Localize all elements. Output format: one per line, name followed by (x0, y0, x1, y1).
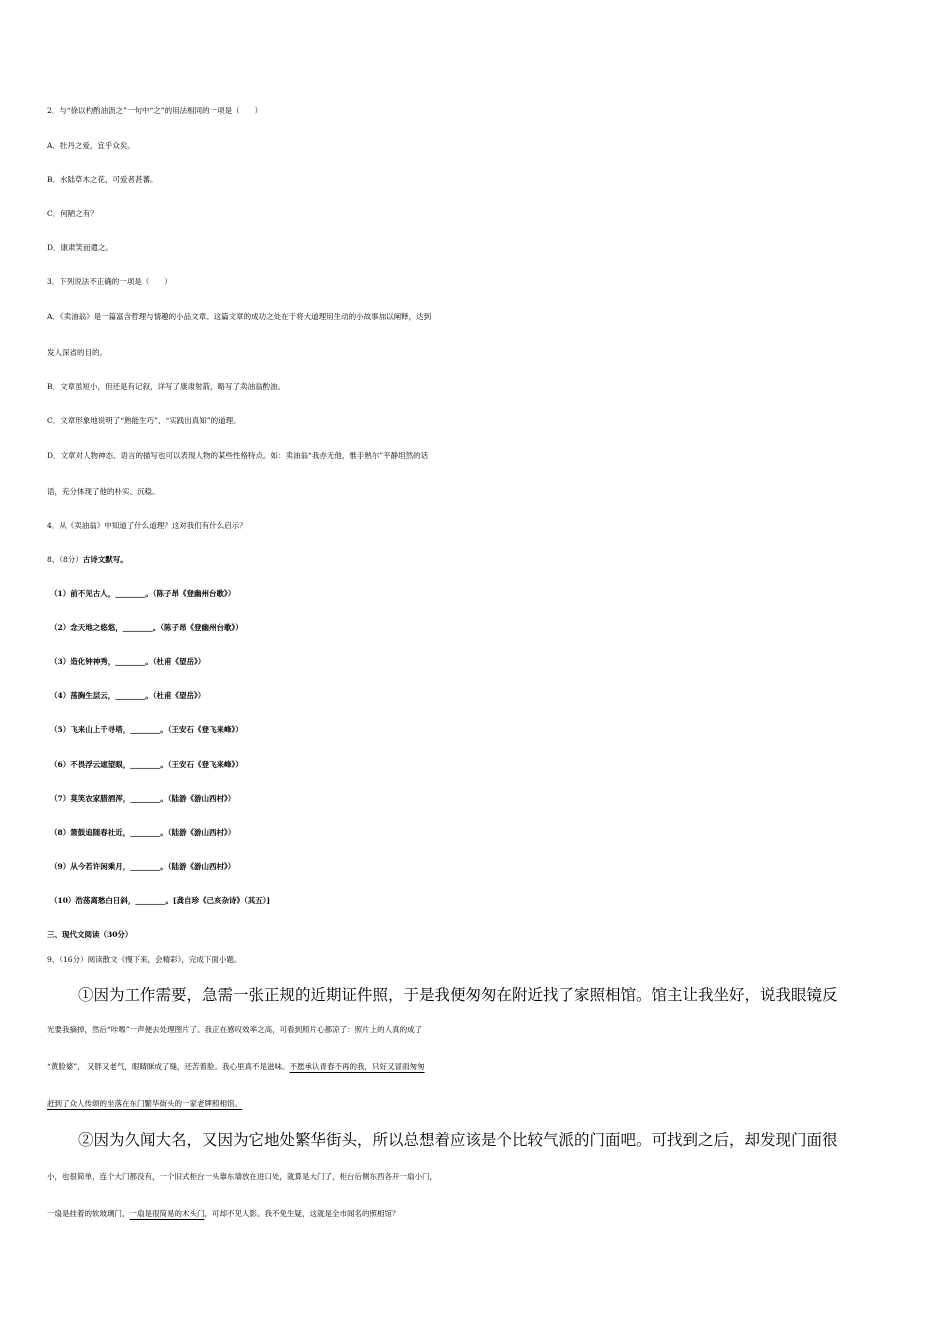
q8-title: 古诗文默写。 (82, 555, 128, 564)
q9-stem: 9、（16分）阅读散文《慢下来，会精彩》，完成下面小题。 (47, 955, 242, 964)
essay-p1-line4 (47, 1094, 907, 1114)
q8-prefix: 8、（8分） (47, 555, 83, 564)
q3-option-a-line1: A．《卖油翁》是一篇富含哲理与情趣的小品文章。这篇文章的成功之处在于将大道理用生动的小故事加以阐释，达到 (47, 312, 432, 321)
q8-heading (47, 550, 907, 570)
essay-underlined-sentence-2: 一扇是很简易的木头门 (129, 1209, 205, 1218)
q3-stem: 3．下列说法不正确的一项是（ ） (47, 277, 172, 286)
q8-item-2: （2）念天地之悠悠，________。（陈子昂《登幽州台歌》） (50, 623, 243, 632)
q4-stem: 4．从《卖油翁》中知道了什么道理？这对我们有什么启示？ (47, 521, 247, 530)
q3-option-c: C．文章形象地说明了“熟能生巧”、“实践出真知”的道理。 (47, 416, 241, 425)
essay-p2-line2: 小，也很简单，连个大门都没有，一个旧式柜台一头靠东墙放在进口处，就算是大门了，柜台后侧东西各开一扇小门， (47, 1172, 437, 1181)
essay-p1-line3 (47, 1057, 907, 1077)
q8-item-8: （8）箫鼓追随春社近，________。（陆游《游山西村》） (50, 828, 236, 837)
q8-item-4: （4）荡胸生层云，________。（杜甫《望岳》） (50, 691, 206, 700)
q2-option-c: C．何陋之有？ (47, 209, 98, 218)
essay-p1-line2: 光要我摘掉，然后“咔嚓”一声便去处理图片了。我正在感叹效率之高，可看到照片心都凉了：照片上的人真的成了 (47, 1025, 423, 1034)
essay-p2-line3 (47, 1204, 907, 1224)
q2-stem: 2．与“徐以杓酌油沥之”一句中“之”的用法相同的一项是（ ） (47, 106, 263, 115)
essay-p2-line1: ②因为久闻大名，又因为它地处繁华街头，所以总想着应该是个比较气派的门面吧。可找到之后，却发现门面很 (78, 1131, 838, 1149)
q2-option-a: A．牡丹之爱，宜乎众矣。 (47, 141, 135, 150)
section-3-heading: 三、现代文阅读（30分） (47, 930, 133, 939)
q8-item-9: （9）从今若许闲乘月，________。（陆游《游山西村》） (50, 862, 236, 871)
essay-p2-line3-b: ，可却不见人影。我不免生疑，这就是全市闻名的照相馆？ (204, 1209, 400, 1218)
q3-option-d-line2: 语，充分体现了他的朴实、沉稳。 (47, 487, 160, 496)
q3-option-d-line1: D．文章对人物神态、语言的描写也可以表现人物的某些性格特点。如：卖油翁“我亦无他，惟手熟尔”平静坦然的话 (47, 451, 429, 460)
essay-underlined-sentence-1a: 不愿承认青春不再的我，只好又冒雨匆匆 (289, 1062, 425, 1071)
q8-item-7: （7）莫笑农家腊酒浑，________。（陆游《游山西村》） (50, 794, 236, 803)
q3-option-b: B．文章虽短小，但还是有记叙，详写了康肃射箭，略写了卖油翁酌油。 (47, 382, 286, 391)
q8-item-6: （6）不畏浮云遮望眼，________。（王安石《登飞来峰》） (50, 760, 243, 769)
q8-item-10: （10）浩荡离愁白日斜，________。[龚自珍《己亥杂诗》（其五）] (50, 896, 271, 905)
q8-item-5: （5）飞来山上千寻塔，________。（王安石《登飞来峰》） (50, 725, 243, 734)
q8-item-1: （1）前不见古人，________。（陈子昂《登幽州台歌》） (50, 589, 236, 598)
essay-p2-line3-a: 一扇是挂着的软玻璃门， (47, 1209, 130, 1218)
q2-option-b: B．水陆草木之花，可爱者甚蕃。 (47, 175, 158, 184)
essay-p1-line3-plain: “黄脸婆”， 又胖又老气，眼睛眯成了缝，还苦着脸。我心里真不是滋味。 (47, 1062, 290, 1071)
essay-p1-line1: ①因为工作需要，急需一张正规的近期证件照，于是我便匆匆在附近找了家照相馆。馆主让我坐好，说我眼镜反 (78, 986, 838, 1004)
essay-underlined-sentence-1b: 赶到了众人传颂的坐落在东门繁华街头的一家老牌照相馆。 (47, 1099, 242, 1108)
q8-item-3: （3）造化钟神秀，________。（杜甫《望岳》） (50, 657, 206, 666)
q2-option-d: D．康肃笑而遣之。 (47, 243, 114, 252)
q3-option-a-line2: 发人深省的目的。 (47, 348, 107, 357)
